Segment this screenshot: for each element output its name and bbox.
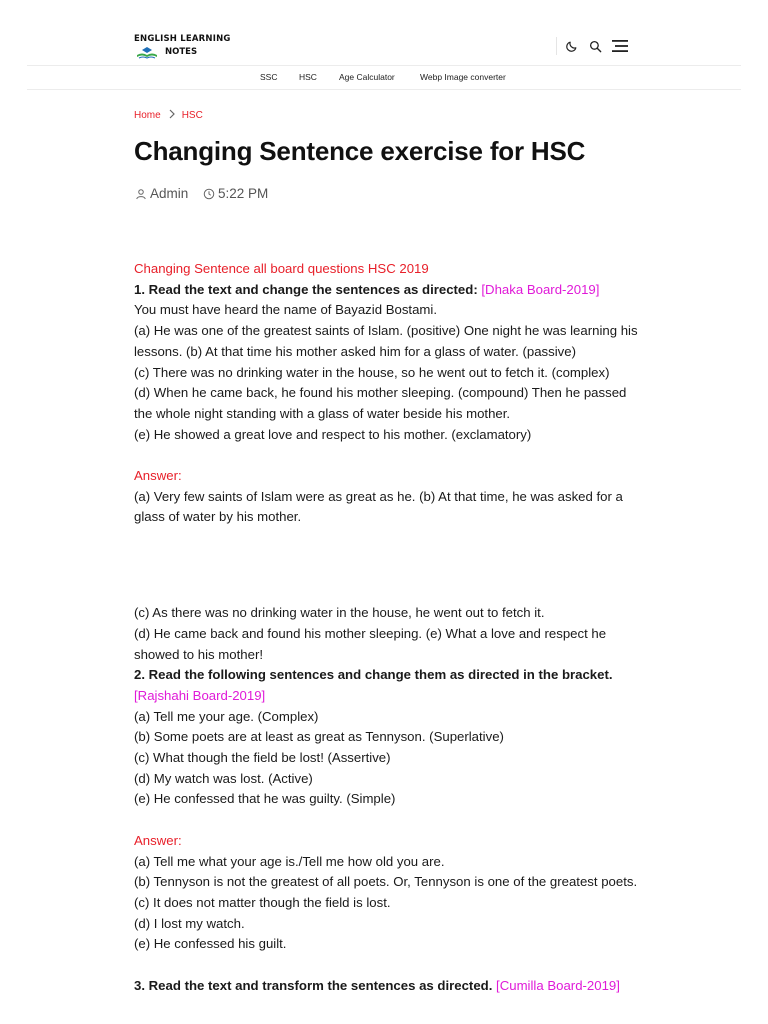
page-title: Changing Sentence exercise for HSC — [134, 136, 586, 166]
q2-line: (b) Some poets are at least as great as Tennyson. (Superlative) — [134, 729, 504, 745]
chevron-right-icon — [168, 109, 176, 119]
question-3-heading — [134, 976, 638, 997]
clock-icon — [203, 188, 215, 200]
answer-2-line: (a) Tell me what your age is./Tell me how old you are. — [134, 853, 445, 869]
nav-item-webp-converter[interactable]: Webp Image converter — [420, 72, 506, 82]
menu-icon[interactable] — [611, 36, 631, 56]
nav-item-hsc[interactable]: HSC — [299, 72, 317, 82]
logo-title: ENGLISH LEARNING — [134, 34, 231, 44]
header-divider — [556, 37, 557, 55]
spacer — [134, 810, 638, 831]
book-logo-icon — [136, 46, 158, 60]
question-2-text: 2. Read the following sentences and change them as directed in the bracket. — [134, 667, 613, 683]
post-time: 5:22 PM — [218, 186, 269, 201]
question-2-heading — [134, 665, 638, 706]
nav-item-age-calculator[interactable]: Age Calculator — [339, 72, 395, 82]
post-author[interactable]: Admin — [150, 186, 189, 201]
q2-line: (a) Tell me your age. (Complex) — [134, 708, 319, 724]
answer-2-line: (e) He confessed his guilt. — [134, 936, 287, 952]
intro-line: Changing Sentence all board questions HSC 2019 — [134, 261, 429, 276]
answer-2-line: (d) I lost my watch. — [134, 915, 245, 931]
breadcrumb-home[interactable]: Home — [134, 110, 161, 122]
post-content — [134, 259, 638, 996]
user-icon — [135, 188, 147, 200]
q1-line: (e) He showed a great love and respect to his mother. (exclamatory) — [134, 426, 532, 442]
site-logo[interactable] — [134, 34, 231, 59]
q1-line: (d) When he came back, he found his mother sleeping. (compound) Then he passed the whole night standing with a glass of water beside his mother. — [134, 385, 627, 421]
spacer — [134, 955, 638, 976]
main-nav — [0, 67, 768, 89]
nav-divider-bottom — [27, 89, 741, 90]
q2-line: (d) My watch was lost. (Active) — [134, 770, 313, 786]
question-3-text: 3. Read the text and transform the sentences as directed. — [134, 977, 493, 993]
q1-line: You must have heard the name of Bayazid Bostami. — [134, 302, 438, 318]
header-divider-top — [27, 65, 741, 66]
answer-2-line: (c) It does not matter though the field is lost. — [134, 894, 391, 910]
answer-1-line: (d) He came back and found his mother sleeping. (e) What a love and respect he showed to his mother! — [134, 625, 607, 662]
site-header — [0, 0, 768, 66]
answer-2-line: (b) Tennyson is not the greatest of all poets. Or, Tennyson is one of the greatest poets. — [134, 874, 638, 890]
question-3-board: [Cumilla Board-2019] — [496, 977, 620, 993]
q1-line: (c) There was no drinking water in the house, so he went out to fetch it. (complex) — [134, 364, 610, 380]
question-2-board: [Rajshahi Board-2019] — [134, 687, 266, 703]
breadcrumb — [134, 109, 203, 123]
answer-1-label: Answer: — [134, 468, 182, 484]
answer-1-line: (a) Very few saints of Islam were as great as he. (b) At that time, he was asked for a glass of water by his mother. — [134, 488, 623, 525]
moon-icon[interactable] — [561, 36, 581, 56]
breadcrumb-current[interactable]: HSC — [181, 110, 203, 122]
answer-2-label: Answer: — [134, 832, 182, 848]
q2-line: (e) He confessed that he was guilty. (Simple) — [134, 791, 396, 807]
spacer — [134, 445, 638, 466]
nav-item-ssc[interactable]: SSC — [260, 72, 278, 82]
q1-line: (a) He was one of the greatest saints of Islam. (positive) One night he was learning his lessons. (b) At that time his mother asked him for a glass of water. (passive) — [134, 323, 638, 359]
question-1-text: 1. Read the text and change the sentences as directed: — [134, 281, 478, 297]
question-1-board: [Dhaka Board-2019] — [481, 281, 600, 297]
question-1-heading — [134, 280, 638, 301]
search-icon[interactable] — [585, 36, 605, 56]
ad-spacer — [134, 528, 638, 603]
q2-line: (c) What though the field be lost! (Assertive) — [134, 750, 391, 766]
logo-subtitle: NOTES — [165, 47, 198, 57]
answer-1-line: (c) As there was no drinking water in the house, he went out to fetch it. — [134, 605, 545, 621]
